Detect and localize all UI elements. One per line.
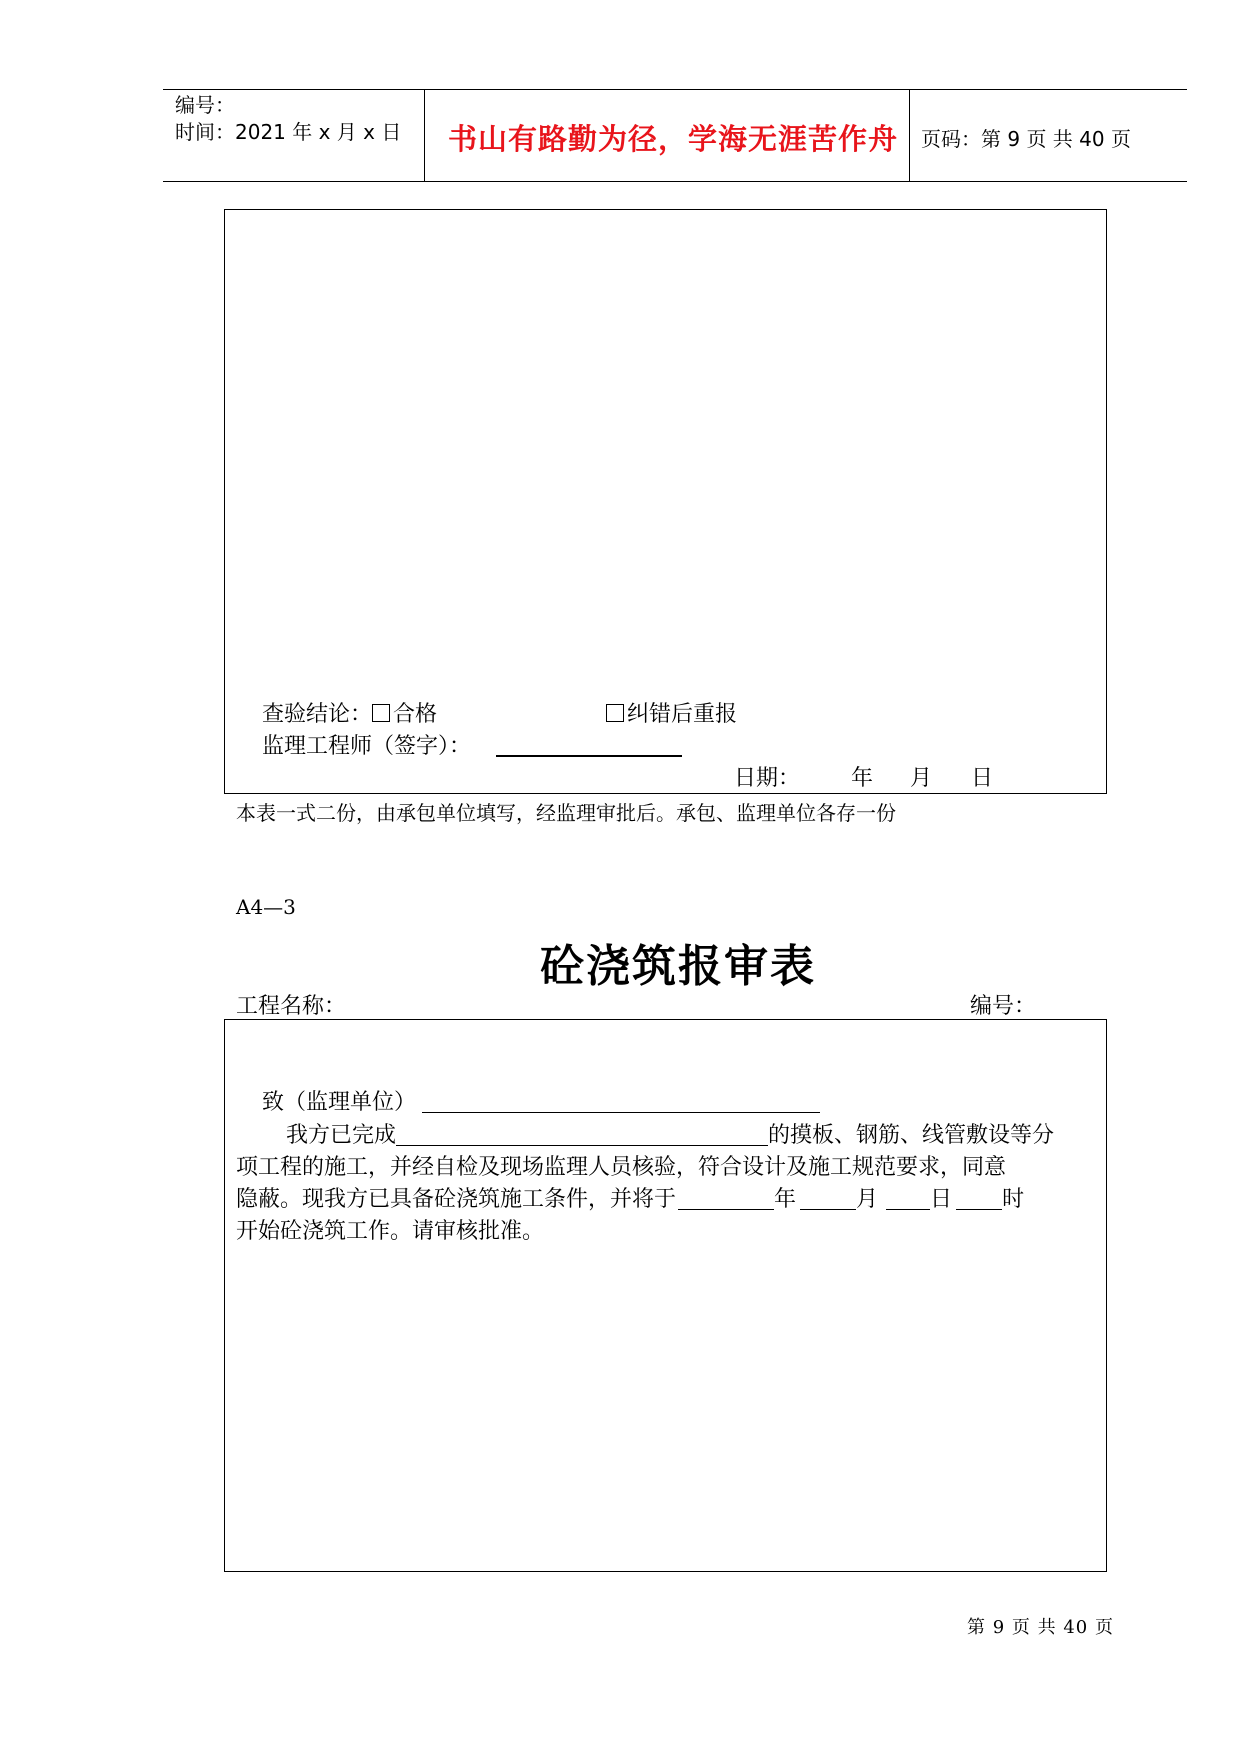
body-line-1 — [286, 1120, 1054, 1151]
engineer-sign-label: 监理工程师（签字）： — [262, 734, 472, 759]
resubmit-checkbox[interactable] — [606, 704, 624, 722]
copies-note: 本表一式二份，由承包单位填写，经监理审批后。承包、监理单位各存一份 — [236, 801, 896, 825]
resubmit-option-row — [606, 697, 737, 728]
body-line-3 — [236, 1184, 1024, 1215]
to-label: 致（监理单位） — [262, 1090, 417, 1115]
inspection-conclusion-row — [262, 697, 437, 728]
date-month-label: 月 — [910, 766, 933, 791]
page-footer: 第 9 页 共 40 页 — [967, 1617, 1114, 1638]
header-bottom-rule — [163, 181, 1187, 182]
form-number-label: 编号： — [970, 994, 1037, 1019]
pass-checkbox[interactable] — [372, 704, 390, 722]
line3-hour: 时 — [1002, 1187, 1025, 1212]
line1-suffix: 的摸板、钢筋、线管敷设等分 — [768, 1123, 1055, 1148]
pour-year-field[interactable] — [678, 1185, 774, 1210]
conclusion-label: 查验结论： — [262, 702, 373, 727]
line3-day: 日 — [930, 1187, 953, 1212]
header-motto: 书山有路勤为径，学海无涯苦作舟 — [448, 122, 899, 156]
pour-hour-field[interactable] — [956, 1185, 1002, 1210]
inspection-date-row — [734, 761, 993, 792]
pour-month-field[interactable] — [800, 1185, 856, 1210]
resubmit-option-label: 纠错后重报 — [627, 702, 738, 727]
engineer-sign-line[interactable] — [496, 755, 682, 757]
form-code: A4—3 — [236, 895, 296, 919]
header-number-label: 编号： — [175, 93, 235, 117]
header-time-label: 时间：2021 年 x 月 x 日 — [175, 120, 402, 144]
date-day-label: 日 — [971, 766, 994, 791]
header-divider-2 — [909, 89, 910, 181]
line3-month: 月 — [856, 1187, 879, 1212]
engineer-sign-row — [262, 729, 471, 760]
completed-item-field[interactable] — [396, 1121, 768, 1146]
date-year-label: 年 — [851, 766, 874, 791]
pass-option-label: 合格 — [393, 702, 438, 727]
supervision-unit-field[interactable] — [422, 1088, 820, 1113]
body-line-2: 项工程的施工，并经自检及现场监理人员核验，符合设计及施工规范要求，同意 — [236, 1155, 1007, 1180]
date-label: 日期： — [734, 766, 801, 791]
project-name-label: 工程名称： — [236, 994, 347, 1019]
header-top-rule — [163, 89, 1187, 90]
header-divider-1 — [424, 89, 425, 181]
line3-prefix: 隐蔽。现我方已具备砼浇筑施工条件，并将于 — [236, 1187, 677, 1212]
header-page-code: 页码：第 9 页 共 40 页 — [921, 127, 1131, 151]
line1-prefix: 我方已完成 — [286, 1123, 397, 1148]
to-row — [262, 1087, 820, 1118]
pour-day-field[interactable] — [886, 1185, 930, 1210]
line3-year: 年 — [774, 1187, 797, 1212]
body-line-4: 开始砼浇筑工作。请审核批准。 — [236, 1219, 545, 1244]
form-title: 砼浇筑报审表 — [540, 941, 816, 992]
